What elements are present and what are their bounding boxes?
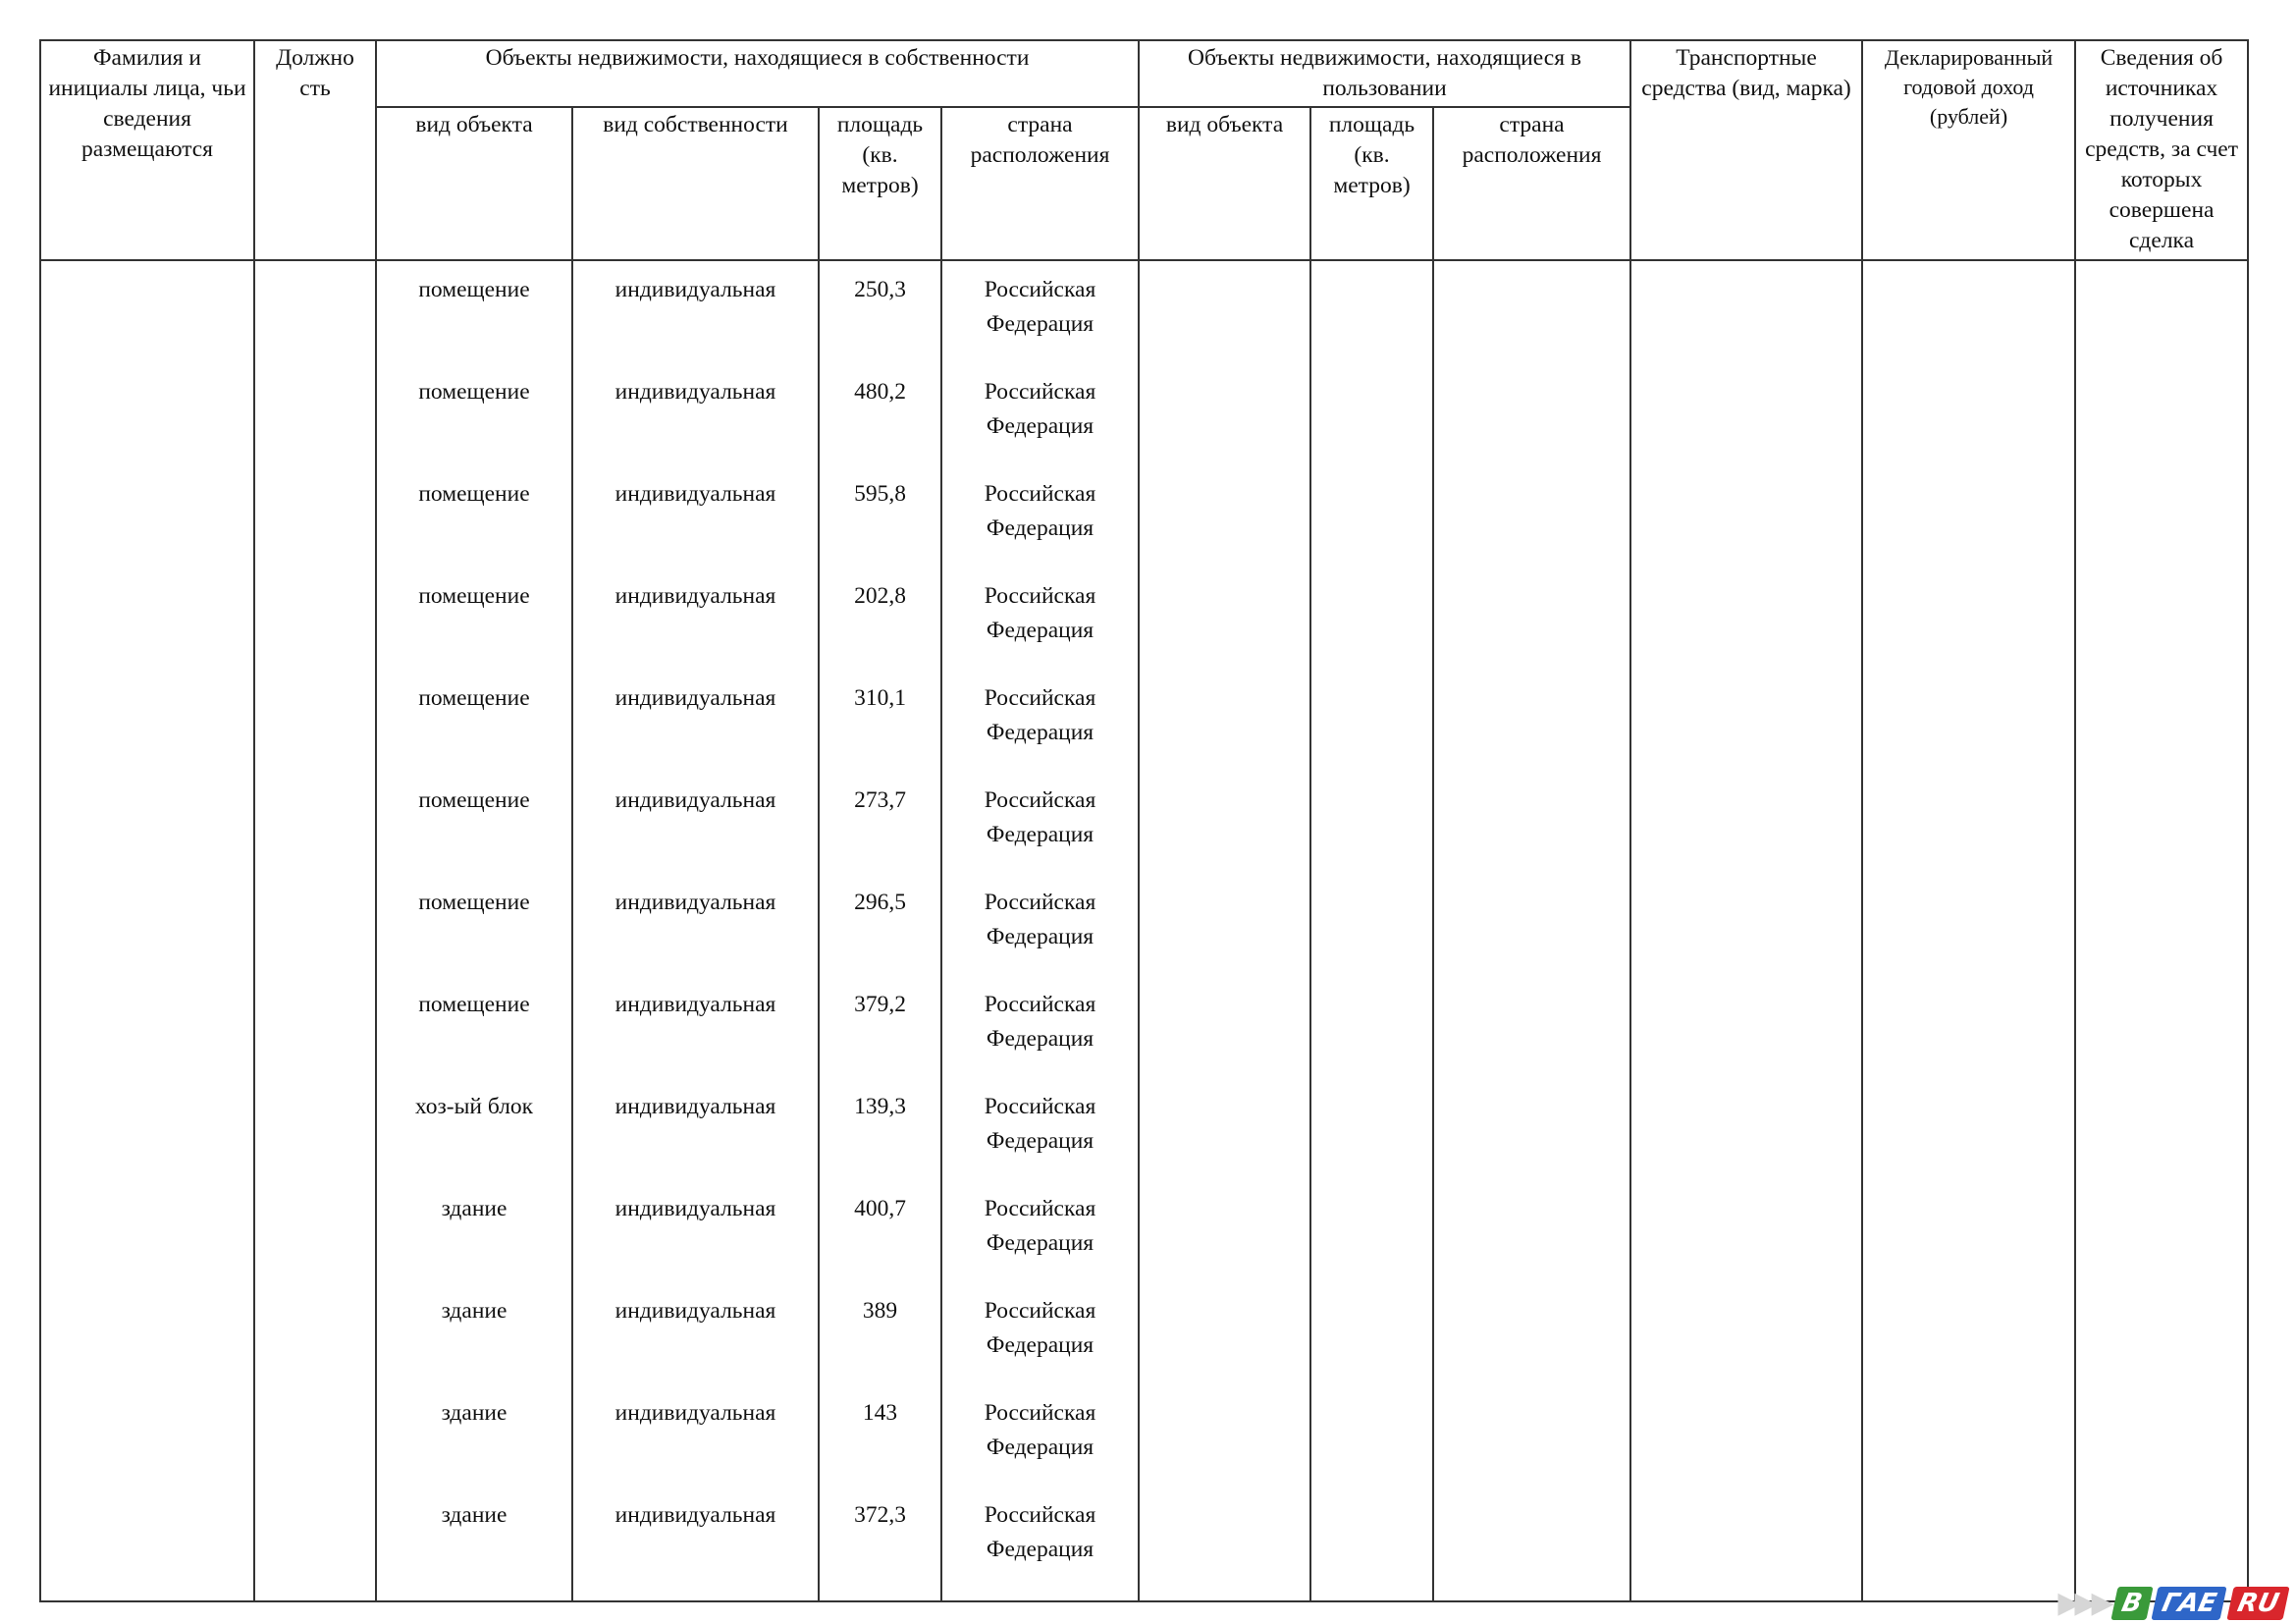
watermark-part-1: В <box>2110 1587 2153 1620</box>
entry-ownership: индивидуальная <box>614 1094 776 1119</box>
entry-ownership: индивидуальная <box>614 379 776 405</box>
entry-country: Российская Федерация <box>984 1094 1096 1154</box>
col-owned-ownership <box>572 260 819 1601</box>
entry-country: Российская Федерация <box>984 685 1096 745</box>
col-owned-area <box>819 260 941 1601</box>
entry-type: помещение <box>418 277 530 302</box>
entry-country: Российская Федерация <box>984 1400 1096 1460</box>
entry-type: помещение <box>418 890 530 915</box>
cell-used-country <box>1433 260 1630 1601</box>
entry-ownership: индивидуальная <box>614 787 776 813</box>
header-position: Должно сть <box>254 40 376 260</box>
entry-ownership: индивидуальная <box>614 1400 776 1426</box>
header-owned-type: вид объекта <box>376 107 572 260</box>
header-owned-area: площадь (кв. метров) <box>819 107 941 260</box>
header-income: Декларированный годовой доход (рублей) <box>1862 40 2075 260</box>
entry-ownership: индивидуальная <box>614 890 776 915</box>
entry-type: помещение <box>418 379 530 405</box>
entry-type: хоз-ый блок <box>414 1094 534 1119</box>
col-owned-type <box>376 260 572 1601</box>
header-sources: Сведения об источниках получения средств, за счет которых совершена сделка <box>2075 40 2248 260</box>
entry-type: здание <box>441 1298 507 1324</box>
entry-area: 310,1 <box>854 685 906 711</box>
entry-ownership: индивидуальная <box>614 685 776 711</box>
entry-ownership: индивидуальная <box>614 992 776 1017</box>
entry-country: Российская Федерация <box>984 277 1096 337</box>
entry-type: помещение <box>418 992 530 1017</box>
cell-used-type <box>1139 260 1310 1601</box>
declaration-table <box>39 39 2249 1602</box>
entry-ownership: индивидуальная <box>614 277 776 302</box>
site-watermark <box>2057 1586 2286 1620</box>
header-name: Фамилия и инициалы лица, чьи сведения размещаются <box>40 40 254 260</box>
entry-country: Российская Федерация <box>984 992 1096 1052</box>
header-owned-ownership: вид собственности <box>572 107 819 260</box>
table-row <box>40 260 2248 1601</box>
cell-sources <box>2075 260 2248 1601</box>
header-used-area: площадь (кв. метров) <box>1310 107 1433 260</box>
entry-type: помещение <box>418 787 530 813</box>
entry-area: 595,8 <box>854 481 906 507</box>
header-used-group: Объекты недвижимости, находящиеся в пользовании <box>1139 40 1630 107</box>
header-owned-group: Объекты недвижимости, находящиеся в собственности <box>376 40 1139 107</box>
entry-ownership: индивидуальная <box>614 1298 776 1324</box>
col-owned-country <box>941 260 1139 1601</box>
entry-area: 400,7 <box>854 1196 906 1221</box>
watermark-part-3: RU <box>2226 1587 2289 1620</box>
entry-country: Российская Федерация <box>984 1196 1096 1256</box>
entry-area: 250,3 <box>854 277 906 302</box>
entry-type: здание <box>441 1400 507 1426</box>
entry-area: 273,7 <box>854 787 906 813</box>
cell-position <box>254 260 376 1601</box>
entry-type: здание <box>441 1196 507 1221</box>
entry-ownership: индивидуальная <box>614 1502 776 1528</box>
cell-income <box>1862 260 2075 1601</box>
entry-ownership: индивидуальная <box>614 583 776 609</box>
entry-country: Российская Федерация <box>984 379 1096 439</box>
entry-area: 480,2 <box>854 379 906 405</box>
header-used-country: страна расположения <box>1433 107 1630 260</box>
entry-type: помещение <box>418 481 530 507</box>
header-vehicles: Транспортные средства (вид, марка) <box>1630 40 1862 260</box>
entry-country: Российская Федерация <box>984 890 1096 949</box>
entry-country: Российская Федерация <box>984 481 1096 541</box>
cell-used-area <box>1310 260 1433 1601</box>
header-used-type: вид объекта <box>1139 107 1310 260</box>
watermark-part-2: ГАЕ <box>2152 1587 2228 1620</box>
entry-type: здание <box>441 1502 507 1528</box>
entry-area: 296,5 <box>854 890 906 915</box>
entry-country: Российская Федерация <box>984 787 1096 847</box>
entry-type: помещение <box>418 685 530 711</box>
entry-country: Российская Федерация <box>984 1298 1096 1358</box>
entry-area: 139,3 <box>854 1094 906 1119</box>
entry-area: 202,8 <box>854 583 906 609</box>
entry-type: помещение <box>418 583 530 609</box>
entry-ownership: индивидуальная <box>614 1196 776 1221</box>
entry-country: Российская Федерация <box>984 583 1096 643</box>
header-owned-country: страна расположения <box>941 107 1139 260</box>
entry-country: Российская Федерация <box>984 1502 1096 1562</box>
entry-area: 143 <box>862 1400 898 1426</box>
cell-name <box>40 260 254 1601</box>
arrows-icon: ▶▶▶ <box>2057 1586 2109 1620</box>
entry-area: 389 <box>862 1298 898 1324</box>
cell-vehicles <box>1630 260 1862 1601</box>
entry-area: 372,3 <box>854 1502 906 1528</box>
entry-ownership: индивидуальная <box>614 481 776 507</box>
entry-area: 379,2 <box>854 992 906 1017</box>
